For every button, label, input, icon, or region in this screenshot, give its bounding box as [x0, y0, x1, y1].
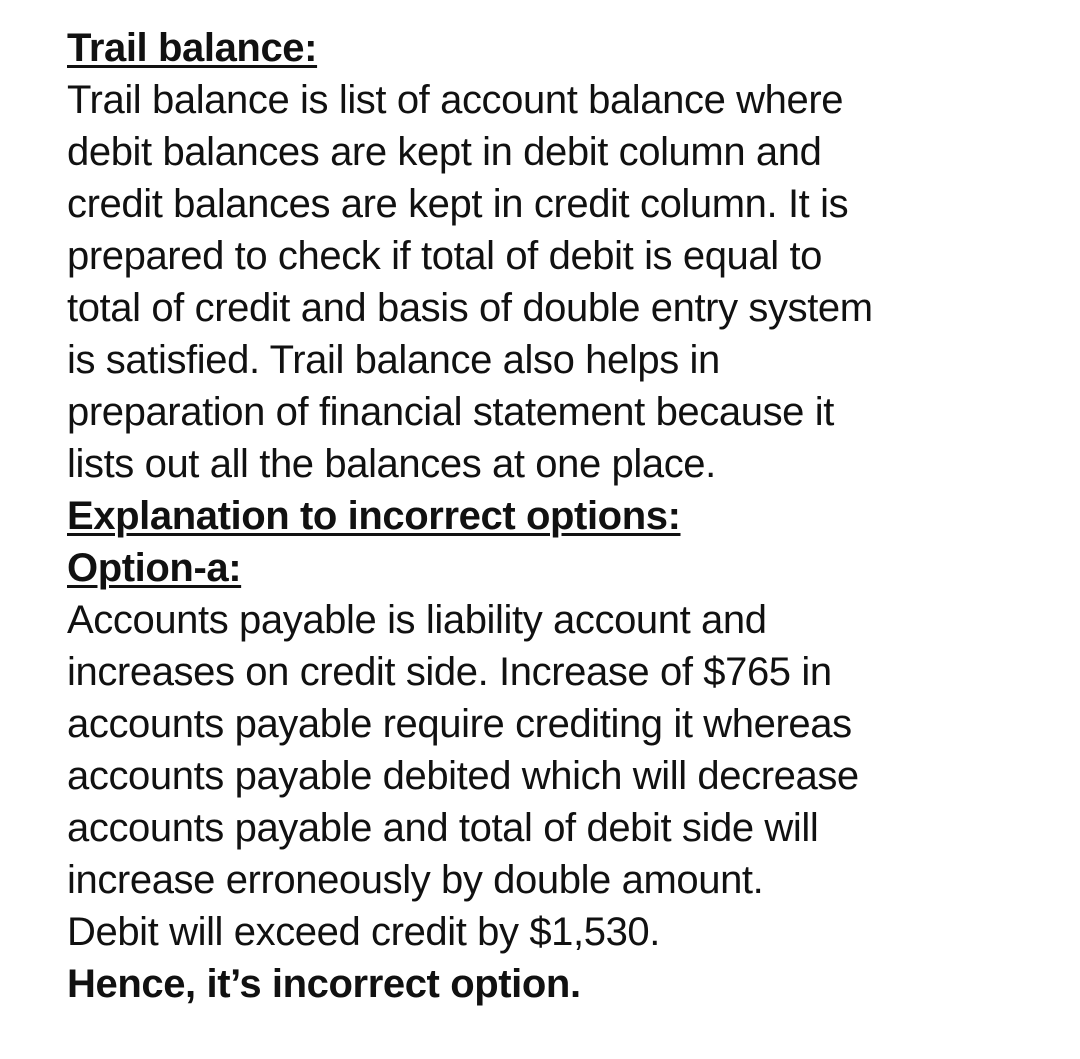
paragraph-line: accounts payable require crediting it whereas: [67, 702, 852, 746]
paragraph-line: Trail balance is list of account balance where: [67, 78, 844, 122]
paragraph-line: debit balances are kept in debit column and: [67, 130, 822, 174]
paragraph-line: Accounts payable is liability account and: [67, 598, 767, 642]
paragraph-line: prepared to check if total of debit is equal to: [67, 234, 823, 278]
paragraph-line: is satisfied. Trail balance also helps in: [67, 338, 720, 382]
paragraph-line: increases on credit side. Increase of $765 in: [67, 650, 832, 694]
paragraph-line: credit balances are kept in credit column. It is: [67, 182, 849, 226]
heading-option-a: Option-a:: [67, 546, 242, 590]
paragraph-line: accounts payable debited which will decrease: [67, 754, 859, 798]
heading-incorrect-options: Explanation to incorrect options:: [67, 494, 681, 538]
trail-balance-paragraph: [67, 74, 1067, 490]
option-a-paragraph: [67, 594, 1067, 906]
paragraph-line: increase erroneously by double amount.: [67, 858, 764, 902]
paragraph-line: total of credit and basis of double entry system: [67, 286, 873, 330]
paragraph-line: preparation of financial statement because it: [67, 390, 834, 434]
heading-trail-balance: Trail balance:: [67, 26, 318, 70]
paragraph-line: lists out all the balances at one place.: [67, 442, 716, 486]
paragraph-line: accounts payable and total of debit side will: [67, 806, 819, 850]
conclusion-statement: Hence, it’s incorrect option.: [67, 962, 581, 1006]
document-body: [67, 22, 1067, 1010]
debit-exceed-statement: Debit will exceed credit by $1,530.: [67, 910, 660, 954]
